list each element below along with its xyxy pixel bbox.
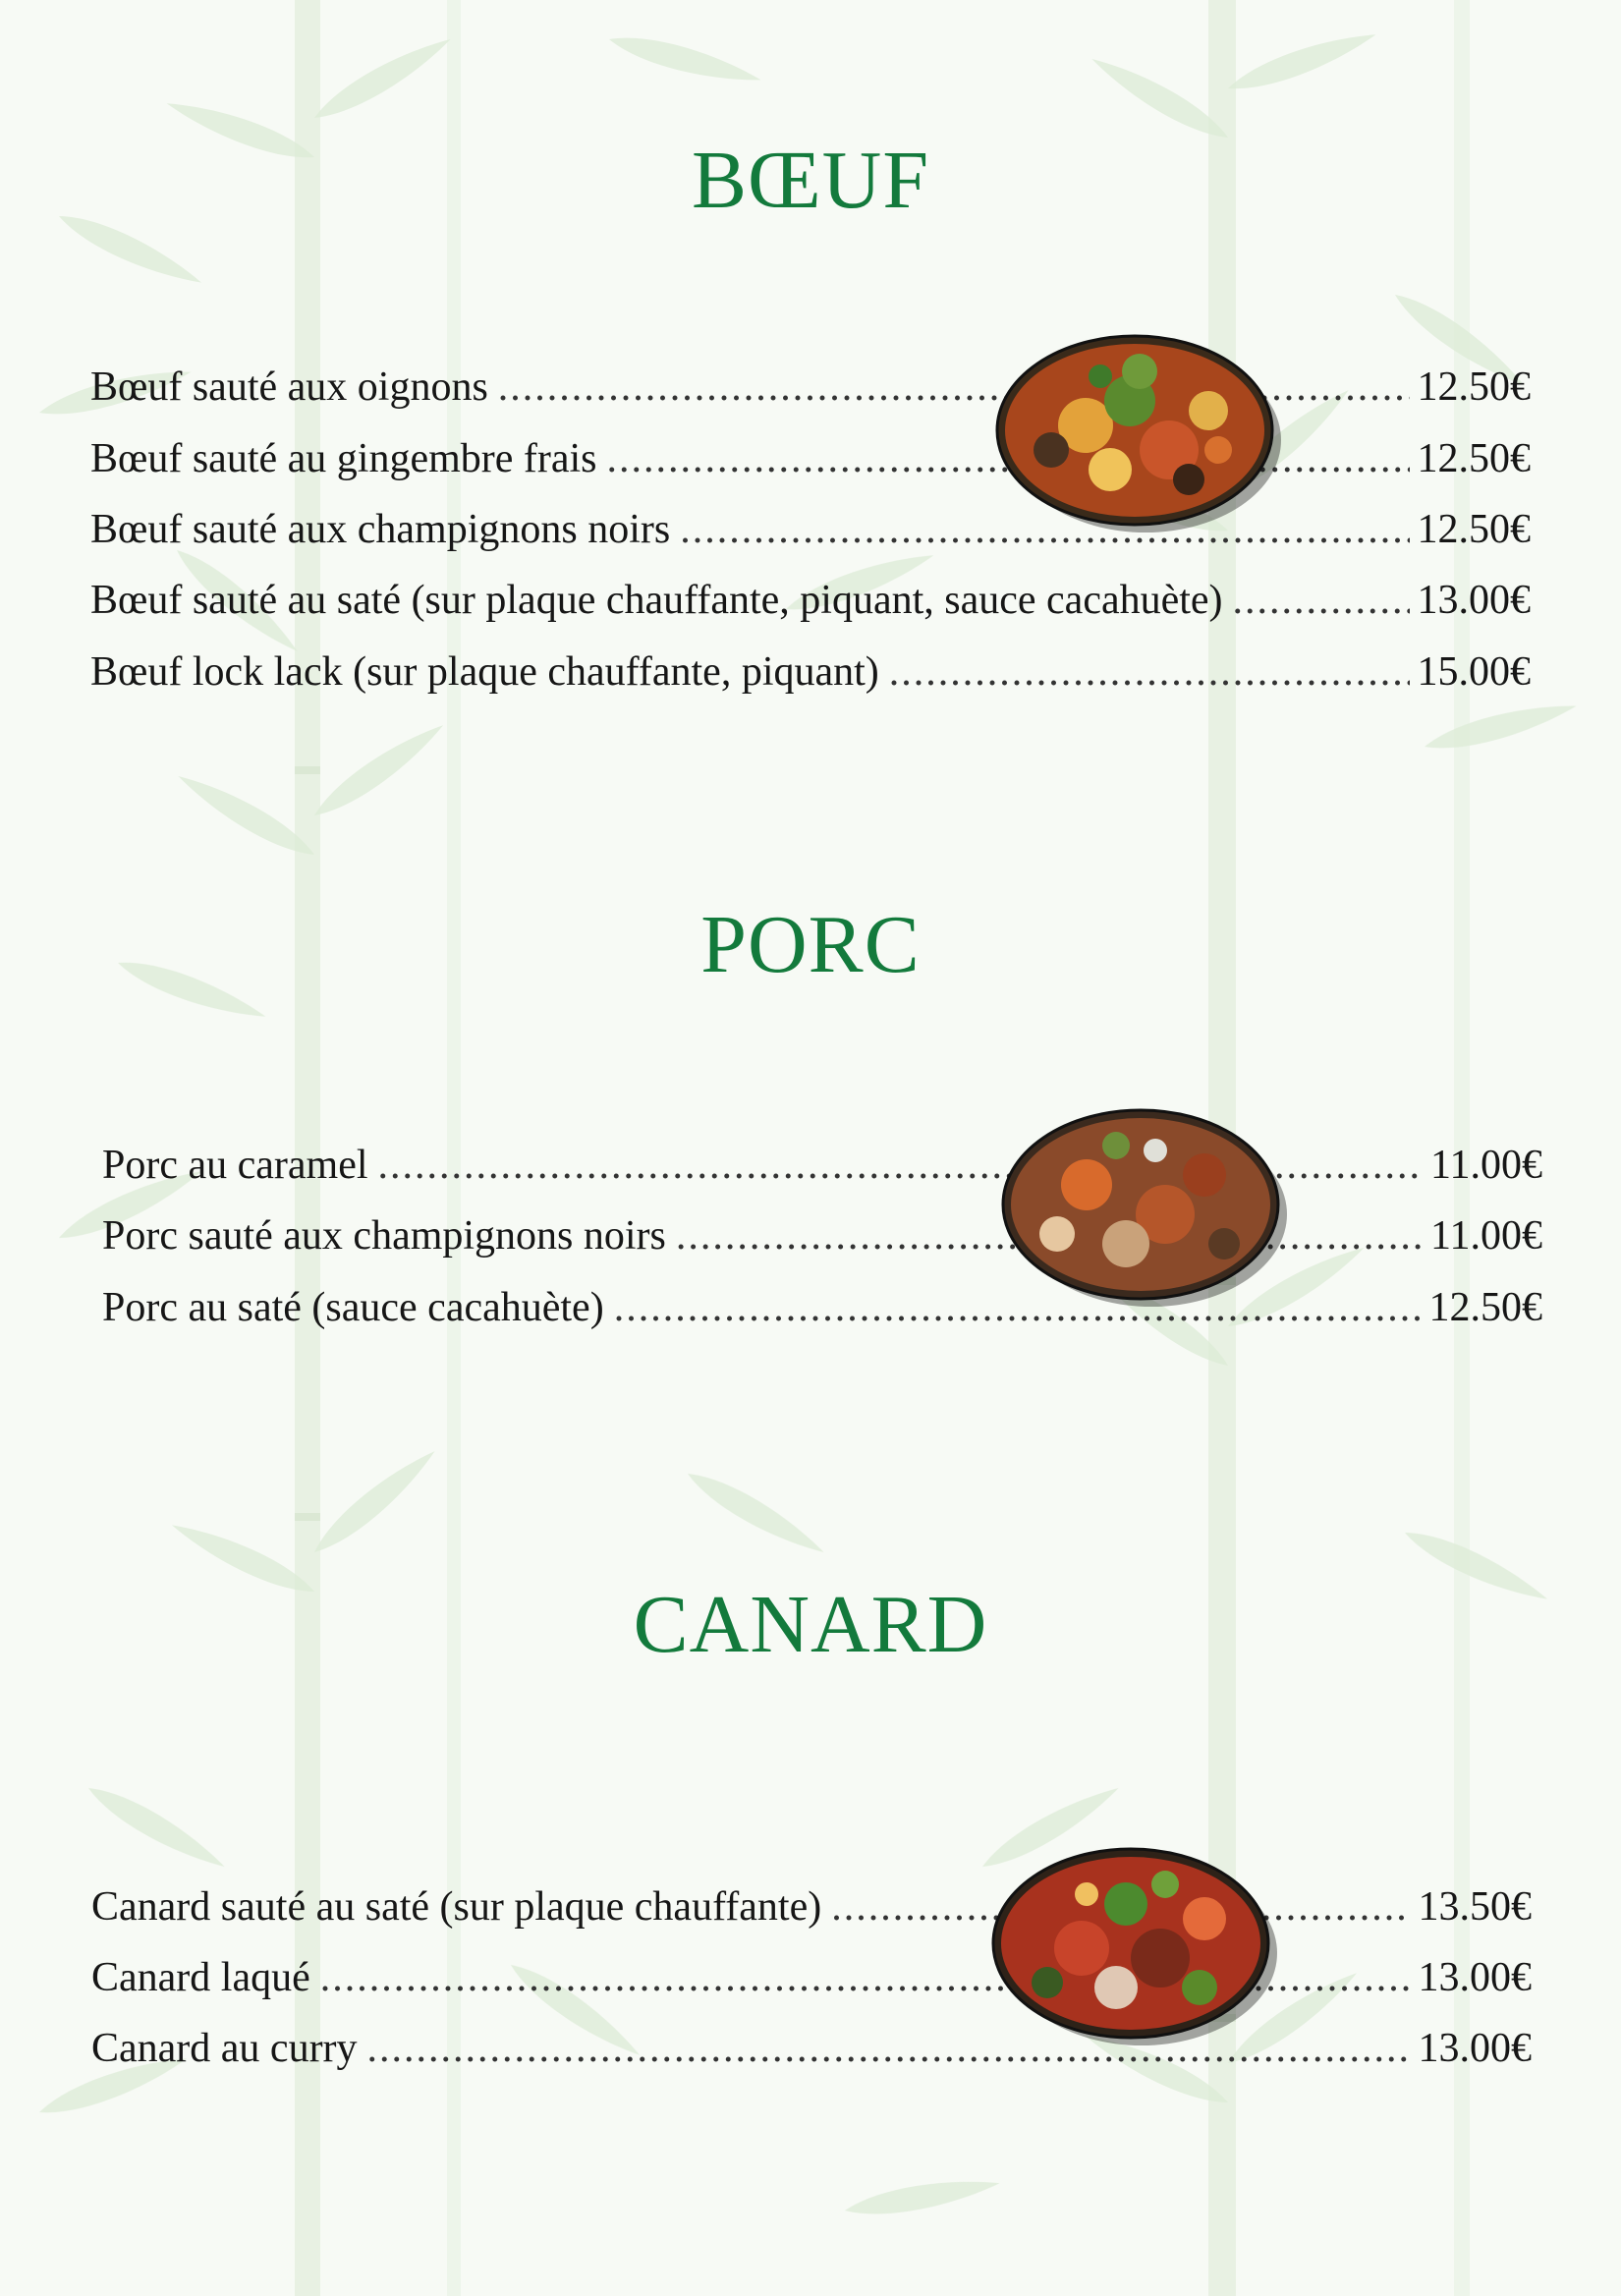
dish-price: 12.50€ xyxy=(1417,507,1531,552)
section-title-porc: PORC xyxy=(700,899,921,990)
dish-name: Canard laqué xyxy=(91,1955,310,2000)
menu-item xyxy=(102,1284,1542,1343)
menu-item xyxy=(90,577,1531,636)
dish-name: Bœuf sauté aux oignons xyxy=(90,364,488,410)
menu-item xyxy=(90,648,1531,707)
dish-price: 13.50€ xyxy=(1418,1884,1532,1930)
pork-dish-photo xyxy=(998,1106,1293,1313)
dish-name: Porc au caramel xyxy=(102,1143,368,1188)
section-title-canard: CANARD xyxy=(633,1579,988,1670)
dish-price: 12.50€ xyxy=(1428,1285,1542,1330)
dish-price: 15.00€ xyxy=(1417,649,1531,695)
dish-name: Porc au saté (sauce cacahuète) xyxy=(102,1285,604,1330)
dish-name: Bœuf sauté aux champignons noirs xyxy=(90,507,671,552)
leader-dots xyxy=(889,648,1410,696)
menu-item xyxy=(90,506,1531,565)
menu-item xyxy=(102,1212,1542,1271)
menu-item xyxy=(91,1883,1532,1942)
dish-name: Bœuf sauté au gingembre frais xyxy=(90,436,597,481)
dish-price: 13.00€ xyxy=(1418,1955,1532,2000)
dish-name: Canard sauté au saté (sur plaque chauffante) xyxy=(91,1884,822,1930)
menu-item xyxy=(91,1954,1532,2013)
dish-name: Bœuf sauté au saté (sur plaque chauffante, piquant, sauce cacahuète) xyxy=(90,578,1223,623)
dish-name: Canard au curry xyxy=(91,2026,358,2071)
section-title-boeuf: BŒUF xyxy=(691,135,930,226)
dish-price: 12.50€ xyxy=(1417,436,1531,481)
dish-price: 13.00€ xyxy=(1417,578,1531,623)
leader-dots xyxy=(1233,577,1410,624)
beef-dish-photo xyxy=(992,332,1287,538)
dish-name: Bœuf lock lack (sur plaque chauffante, piquant) xyxy=(90,649,879,695)
duck-dish-photo xyxy=(988,1845,1283,2051)
dish-name: Porc sauté aux champignons noirs xyxy=(102,1213,666,1259)
dish-price: 11.00€ xyxy=(1430,1143,1542,1188)
dish-price: 11.00€ xyxy=(1430,1213,1542,1259)
menu-item xyxy=(102,1142,1542,1201)
dish-price: 12.50€ xyxy=(1417,364,1531,410)
menu-item xyxy=(90,364,1531,422)
menu-item xyxy=(90,435,1531,494)
dish-price: 13.00€ xyxy=(1418,2026,1532,2071)
menu-item xyxy=(91,2025,1532,2084)
